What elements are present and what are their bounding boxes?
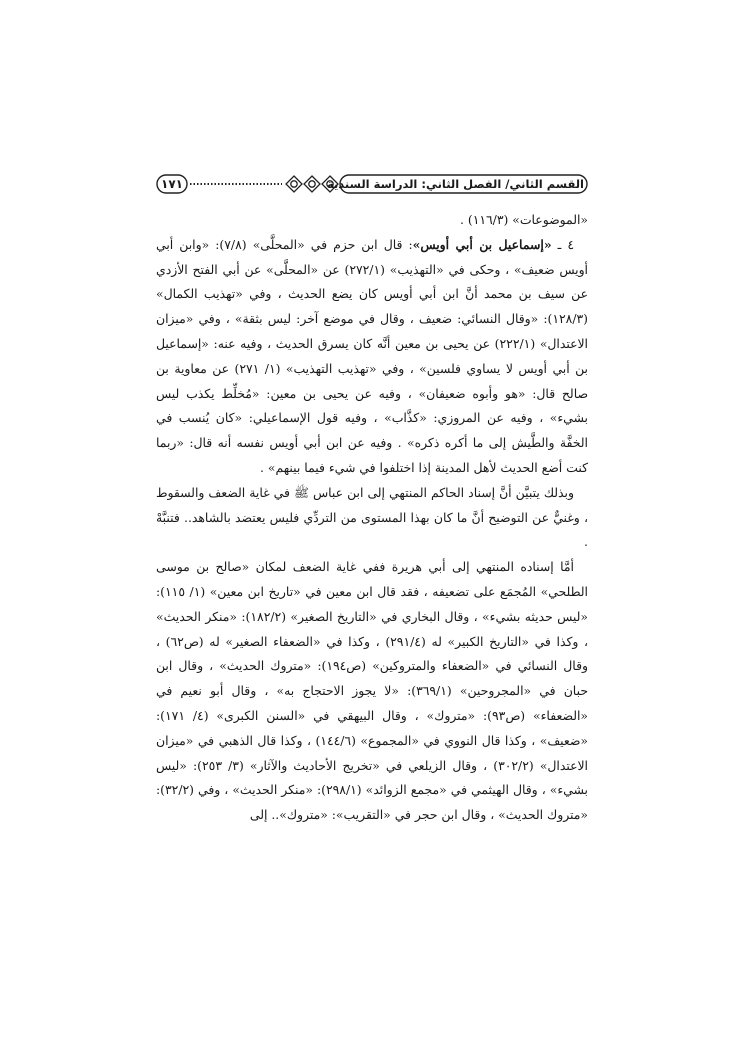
item-number: ٤ ـ bbox=[551, 236, 575, 252]
narrator-name: «إسماعيل بن أبي أويس» bbox=[412, 236, 552, 252]
paragraph-4 bbox=[156, 555, 588, 828]
page-number: ١٧١ bbox=[161, 177, 183, 191]
paragraph-text: أمَّا إسناده المنتهي إلى أبي هريرة ففي غاية الضعف لمكان «صالح بن موسى الطلحي» المُجمَع على تضعيفه ، فقد قال ابن معين في «تاريخ ابن معين» (١/ ١١٥): «ليس حديثه بشيء» ، وقال البخاري في «التاريخ الصغير» (١٨٢/٢): «منكر الحديث» ، وكذا في «التاريخ الكبير» له (٢٩١/٤) ، وكذا في «الضعفاء الصغير» له (ص٦٢) ، وقال النسائي في «الضعفاء والمتروكين» (ص١٩٤): «متروك الحديث» ، وقال ابن حبان في «المجروحين» (٣٦٩/١): «لا يجوز الاحتجاج به» ، وقال أبو نعيم في «الضعفاء» (ص٩٣): «متروك» ، وقال البيهقي في «السنن الكبرى» (٤/ ١٧١): «ضعيف» ، وكذا قال النووي في «المجموع» (١٤٤/٦) ، وكذا قال الذهبي في «ميزان الاعتدال» (٣٠٢/٢) ، وقال الزيلعي في «تخريج الأحاديث والآثار» (٣/ ٢٥٣): «ليس بشيء» ، وقال الهيثمي في «مجمع الزوائد» (٢٩٨/١): «منكر الحديث» ، وفي (٣٢/٢): «متروك الحديث» ، وقال ابن حجر في «التقريب»: «متروك».. إلى bbox=[156, 559, 589, 823]
paragraph-1 bbox=[156, 208, 588, 233]
paragraph-3 bbox=[156, 481, 588, 555]
paragraph-2 bbox=[156, 233, 588, 481]
running-header bbox=[154, 172, 590, 196]
paragraph-text: : قال ابن حزم في «المحلَّى» (٧/٨): «وابن أبي أويس ضعيف» ، وحكى في «التهذيب» (٢٧٢/١) عن «المحلَّى» عن أبي الفتح الأزدي عن سيف بن محمد أنَّ ابن أبي أويس كان يضع الحديث ، وفي «تهذيب الكمال» (١٢٨/٣): «وقال النسائي: ضعيف ، وقال في موضع آخر: ليس بثقة» ، وفي «ميزان الاعتدال» (٢٢٢/١) عن يحيى بن معين أنَّه كان يسرق الحديث ، وفيه عنه: «إسماعيل بن أبي أويس لا يساوي فلسين» ، وفي «تهذيب التهذيب» (١/ ٢٧١) عن معاوية بن صالح قال: «هو وأبوه ضعيفان» ، وفيه عن يحيى بن معين: «مُخلِّط يكذب ليس بشيء» ، وفيه عن المروزي: «كذَّاب» ، وفيه قول الإسماعيلي: «كان يُنسب في الخفَّة والطَّيش إلى ما أكره ذكره» . وفيه عن ابن أبي أويس نفسه أنه قال: «ربما كنت أضع الحديث لأهل المدينة إذا اختلفوا في شيء فيما بينهم» . bbox=[156, 236, 588, 475]
running-title: القسم الثاني/ الفصل الثاني: الدراسة السندية bbox=[327, 177, 584, 191]
paragraph-text: «الموضوعات» (١١٦/٣) . bbox=[460, 212, 588, 227]
page-body bbox=[156, 208, 588, 828]
paragraph-text: وبذلك يتبيَّن أنَّ إسناد الحاكم المنتهي إلى ابن عباس ﷺ في غاية الضعف والسقوط ، وغنيٌّ عن التوضيح أنَّ ما كان بهذا المستوى من التردِّي فليس يعتضد بالشاهد.. فتنبَّهْ . bbox=[156, 484, 588, 550]
